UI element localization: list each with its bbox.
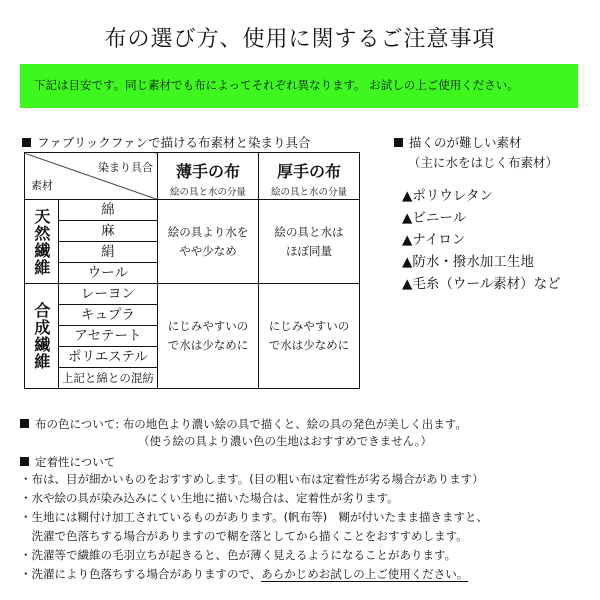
- fixing-line: ・生地には糊付け加工されているものがあります。(帆布等) 糊が付いたまま描きますと、: [20, 510, 489, 524]
- fabric-cell: ポリエステル: [58, 347, 157, 368]
- synthetic-thin-desc: にじみやすいの で水は少なめに: [158, 284, 259, 389]
- page-title: 布の選び方、使用に関するご注意事項: [104, 27, 496, 52]
- difficult-subheading: （主に水をはじく布素材）: [408, 155, 559, 170]
- square-bullet-icon: [22, 138, 31, 147]
- difficult-materials: [394, 133, 561, 295]
- column-header-thick: 厚手の布 絵の具と水の分量: [259, 153, 360, 200]
- table-corner-header: [25, 153, 158, 200]
- natural-thick-desc: 絵の具と水は ほぼ同量: [259, 200, 360, 284]
- list-item: ▲ナイロン: [402, 232, 466, 248]
- fabric-cell: レーヨン: [58, 284, 157, 305]
- underlined-note: あらかじめお試しの上ご使用ください。: [261, 567, 469, 581]
- column-header-thin: 薄手の布 絵の具と水の分量: [158, 153, 259, 200]
- fixing-heading: 定着性について: [20, 454, 115, 471]
- color-note-line2: （使う絵の具より濃い色の生地はおすすめできません。）: [138, 434, 433, 448]
- corner-top-label: 染まり具合: [98, 161, 153, 174]
- fabric-cell: 麻: [58, 221, 157, 242]
- fixing-line: ・洗濯等で繊維の毛羽立ちが起きると、色が薄く見えるようになることがあります。: [20, 548, 457, 562]
- fabric-cell: ウール: [58, 263, 157, 284]
- notice-text: 下記は目安です。同じ素材でも布によってそれぞれ異なります。 お試しの上ご使用ください。: [34, 78, 519, 92]
- list-item: ▲防水・撥水加工生地: [402, 254, 534, 270]
- square-bullet-icon: [20, 457, 29, 466]
- list-item: ▲毛糸（ウール素材）など: [402, 276, 561, 292]
- fixing-line: ・洗濯により色落ちする場合がありますので、あらかじめお試しの上ご使用ください。: [20, 567, 469, 581]
- fabric-cell: 絹: [58, 242, 157, 263]
- fabric-cell: 綿: [58, 200, 157, 221]
- square-bullet-icon: [20, 419, 29, 428]
- difficult-heading: 描くのが難しい素材: [394, 133, 561, 151]
- square-bullet-icon: [394, 138, 403, 147]
- natural-thin-desc: 絵の具より水を やや少なめ: [158, 200, 259, 284]
- fabric-cell: アセテート: [58, 326, 157, 347]
- synthetic-thick-desc: にじみやすいの で水は少なめに: [259, 284, 360, 389]
- fabric-cell: 上記と綿との混紡: [58, 368, 157, 389]
- list-item: ▲ポリウレタン: [402, 188, 493, 204]
- color-note-line1: 布の色について: 布の地色より濃い絵の具で描くと、絵の具の発色が美しく出ます。: [20, 416, 467, 433]
- group-synthetic: 合成繊維: [25, 284, 59, 389]
- corner-bottom-label: 素材: [31, 179, 53, 192]
- table-section-heading: ファブリックファンで描ける布素材と染まり具合: [22, 133, 311, 151]
- fabric-table: [24, 152, 360, 389]
- fixing-line: ・水や絵の具が染み込みにくい生地に描いた場合は、定着性が劣ります。: [20, 491, 399, 505]
- list-item: ▲ビニール: [402, 210, 467, 226]
- fixing-line: ・布は、目が細かいものをおすすめします。(目の粗い布は定着性が劣る場合があります）: [20, 472, 484, 486]
- fabric-cell: キュプラ: [58, 305, 157, 326]
- fixing-line: 洗濯で色落ちする場合がありますので糊を落としてから描くことをおすすめします。: [20, 529, 468, 543]
- notice-banner: [20, 64, 578, 108]
- group-natural: 天然繊維: [25, 200, 59, 284]
